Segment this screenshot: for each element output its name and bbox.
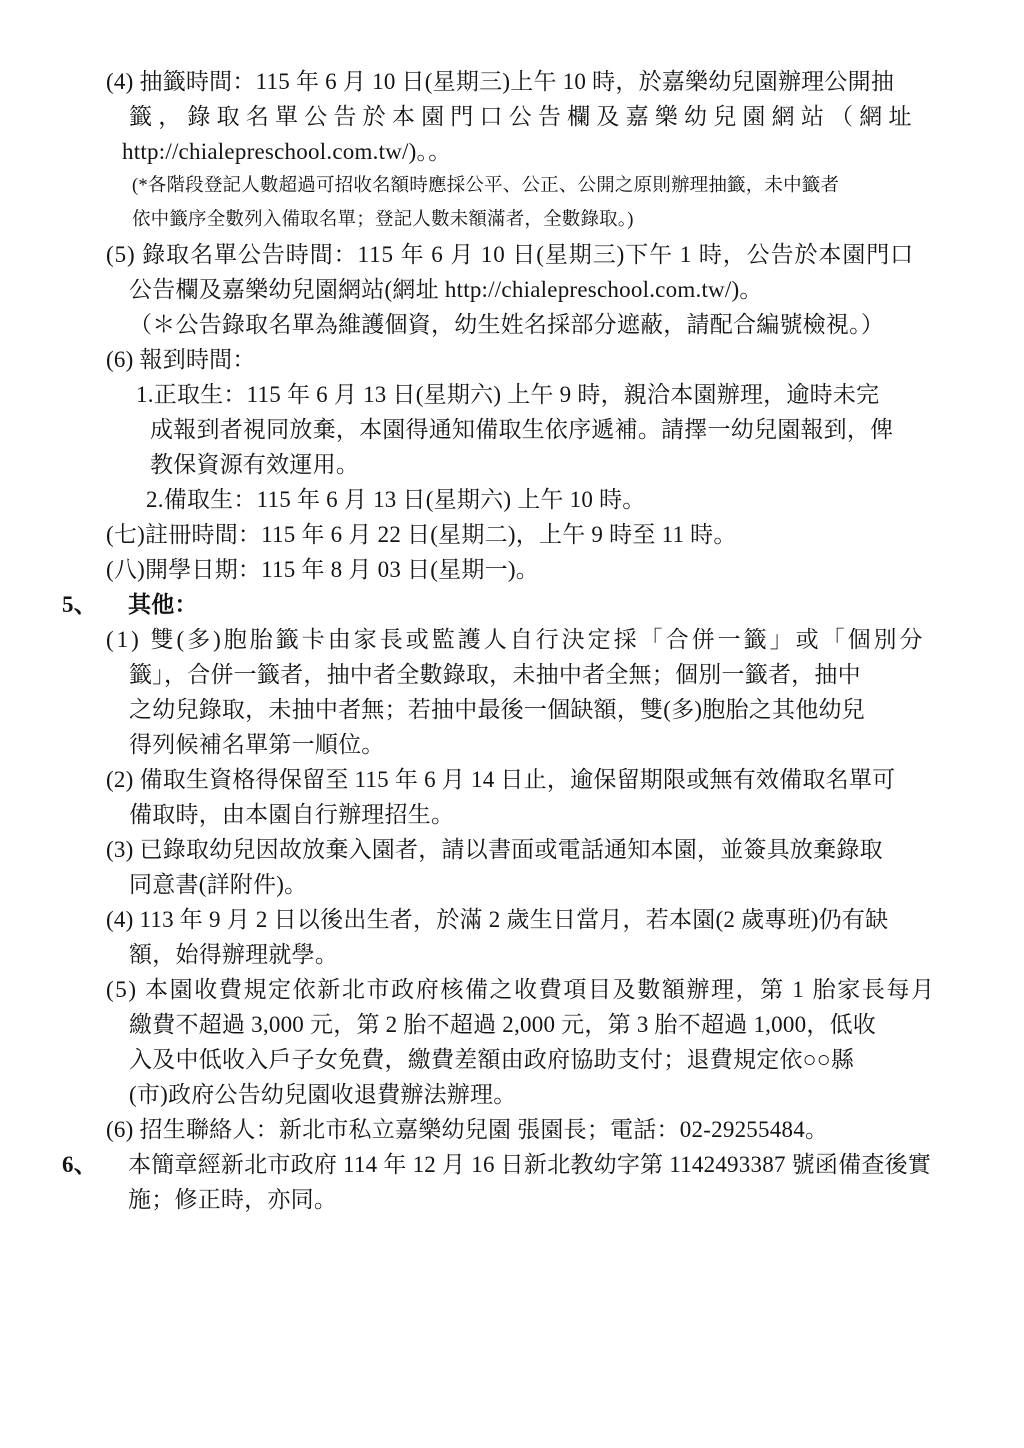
- text-line: 教保資源有效運用。: [150, 452, 360, 477]
- text-line: (6) 報到時間：: [106, 347, 256, 372]
- text-line: 入及中低收入戶子女免費，繳費差額由政府協助支付；退費規定依○○縣: [129, 1047, 855, 1072]
- text-line: (七)註冊時間：115 年 6 月 22 日(星期二)，上午 9 時至 11 時。: [106, 522, 737, 547]
- text-line: （＊公告錄取名單為維護個資，幼生姓名採部分遮蔽，請配合編號檢視。）: [129, 312, 885, 337]
- text-line: (2) 備取生資格得保留至 115 年 6 月 14 日止，逾保留期限或無有效備取名單可: [106, 767, 896, 792]
- text-line: 成報到者視同放棄，本園得通知備取生依序遞補。請擇一幼兒園報到，俾: [150, 417, 894, 442]
- text-line: 1.正取生：115 年 6 月 13 日(星期六) 上午 9 時，親洽本園辦理，逾時未完: [136, 382, 880, 407]
- text-line: 備取時，由本園自行辦理招生。: [129, 802, 455, 827]
- text-line: (八)開學日期：115 年 8 月 03 日(星期一)。: [106, 557, 539, 582]
- text-line: 額，始得辦理就學。: [129, 942, 339, 967]
- text-line: (市)政府公告幼兒園收退費辦法辦理。: [129, 1082, 517, 1107]
- text-line: 籤，錄取名單公告於本園門口公告欄及嘉樂幼兒園網站（網址: [129, 104, 918, 129]
- text-line: 2.備取生：115 年 6 月 13 日(星期六) 上午 10 時。: [146, 487, 646, 512]
- text-line: 之幼兒錄取，未抽中者無；若抽中最後一個缺額，雙(多)胞胎之其他幼兒: [129, 697, 865, 722]
- text-line: 籤」，合併一籤者，抽中者全數錄取，未抽中者全無；個別一籤者，抽中: [129, 662, 861, 687]
- text-line: (3) 已錄取幼兒因故放棄入園者，請以書面或電話通知本園，並簽具放棄錄取: [106, 837, 883, 862]
- text-line: (4) 抽籤時間：115 年 6 月 10 日(星期三)上午 10 時，於嘉樂幼兒園辦理公開抽: [106, 69, 895, 94]
- text-line: (5) 本園收費規定依新北市政府核備之收費項目及數額辦理，第 1 胎家長每月: [106, 977, 936, 1002]
- text-line: [62, 587, 964, 622]
- text-line: (*各階段登記人數超過可招收名額時應採公平、公正、公開之原則辦理抽籤，未中籤者: [132, 176, 840, 196]
- text-line: 繳費不超過 3,000 元，第 2 胎不超過 2,000 元，第 3 胎不超過 1,000，低收: [129, 1012, 877, 1037]
- text-line: 施；修正時，亦同。: [128, 1187, 338, 1212]
- text-line: (6) 招生聯絡人：新北市私立嘉樂幼兒園 張園長；電話：02-29255484。: [106, 1117, 829, 1142]
- text-line: [62, 1147, 964, 1182]
- text-line: 依中籤序全數列入備取名單；登記人數未額滿者，全數錄取。): [132, 210, 634, 230]
- text-line: 公告欄及嘉樂幼兒園網站(網址 http://chialepreschool.com.tw/)。: [129, 277, 763, 302]
- text-line: 同意書(詳附件)。: [129, 872, 308, 897]
- section-text: 本簡章經新北市政府 114 年 12 月 16 日新北教幼字第 1142493387 號函備查後實: [128, 1152, 932, 1177]
- text-line: 得列候補名單第一順位。: [129, 732, 385, 757]
- section-text: 其他：: [128, 592, 198, 617]
- text-line: (5) 錄取名單公告時間：115 年 6 月 10 日(星期三)下午 1 時，公告於本園門口: [106, 242, 915, 267]
- section-number: 5、: [62, 592, 97, 617]
- section-number: 6、: [62, 1152, 97, 1177]
- text-line: (4) 113 年 9 月 2 日以後出生者，於滿 2 歲生日當月，若本園(2 歲專班)仍有缺: [106, 907, 889, 932]
- text-line: http://chialepreschool.com.tw/)。。: [122, 139, 452, 164]
- text-line: (1) 雙(多)胞胎籤卡由家長或監護人自行決定採「合併一籤」或「個別分: [106, 627, 926, 652]
